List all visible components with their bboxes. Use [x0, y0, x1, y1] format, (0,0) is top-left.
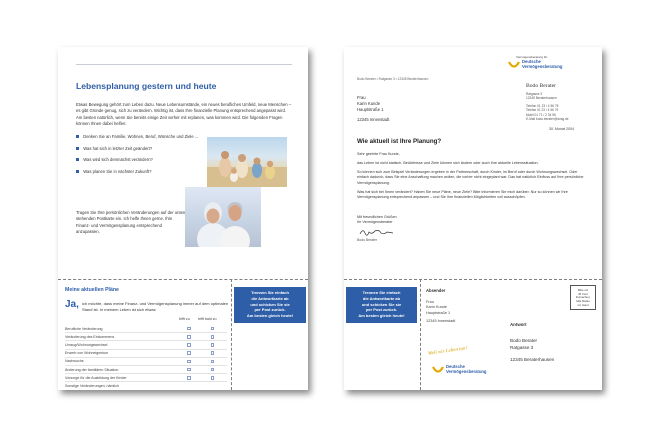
change-checklist	[65, 325, 227, 390]
signature-name: Bodo Berater	[357, 238, 377, 242]
checkbox[interactable]	[187, 351, 191, 355]
letter-closing: Mit freundlichen Grüßen Ihr Vermögensberater	[357, 215, 397, 225]
list-item: Was hat sich in letzter Zeit geändert?	[76, 146, 201, 152]
checkbox[interactable]	[187, 368, 191, 372]
dvag-logo-icon	[508, 60, 520, 70]
family-photo-icon	[207, 137, 287, 187]
table-row: Sonstige Veränderungen, nämlich	[65, 382, 227, 390]
antwort-label: Antwort	[510, 322, 527, 327]
question-list	[76, 134, 201, 180]
perforation-line-vertical	[420, 279, 421, 390]
checkbox[interactable]	[187, 327, 191, 331]
page-title: Lebensplanung gestern und heute	[76, 81, 217, 91]
top-rule	[76, 64, 292, 65]
absender-label: Absender	[426, 288, 446, 293]
flyer-page	[58, 47, 308, 390]
checkbox[interactable]	[211, 327, 215, 331]
checkbox[interactable]	[187, 343, 191, 347]
letter-page	[344, 47, 602, 390]
checkbox[interactable]	[211, 351, 215, 355]
checkbox[interactable]	[211, 360, 215, 364]
brand-logo-bottom: Deutsche Vermögensberatung	[432, 365, 487, 375]
checkbox[interactable]	[187, 360, 191, 364]
list-item: Was planen Sie in nächster Zukunft?	[76, 169, 201, 175]
brand-slogan: Weil wir Leben tun!	[427, 346, 468, 357]
checkbox[interactable]	[211, 335, 215, 339]
ja-heading: Ja,	[65, 299, 79, 310]
list-item: Was wird sich demnächst verändern?	[76, 157, 201, 163]
bullet-icon	[76, 158, 79, 161]
tear-off-instruction-box: Trennen Sie einfach die Antwortkarte ab und schicken Sie sie per Post zurück. Am besten gleich heute!	[234, 287, 306, 323]
card-section-title: Meine aktuellen Pläne	[65, 287, 119, 293]
family-beach-photo	[207, 137, 287, 187]
couple-photo-icon	[185, 187, 261, 247]
brand-logo: Deutsche Vermögensberatung	[508, 60, 563, 70]
antwort-address: Bodo Berater Ratgasse 3	[510, 338, 538, 350]
brand-topline: Vermögensberatung für	[516, 55, 548, 59]
sender-return-line: Bodo Berater • Ratgasse 3 • 12345 Beraterhausen	[357, 77, 429, 81]
table-row: Erwerb von Wohneigentum	[65, 350, 227, 358]
antwort-city: 12345 Beraterhausen	[510, 357, 555, 362]
table-row: Umzug/Wohnungswechsel	[65, 341, 227, 349]
perforation-line	[58, 279, 308, 280]
table-row: Vorsorge für die Ausbildung der Kinder	[65, 374, 227, 382]
closing-paragraph: Tragen Sie Ihre persönlichen Veränderungen auf der unten stehenden Postkarte ein. Ich helfe Ihnen gerne, Ihre Finanz- und Vermögensplanung entsprechend anzupassen.	[76, 210, 186, 234]
ja-statement: ich möchte, dass meine Finanz- und Vermögensplanung immer auf dem optimalen Stand ist. In meinem Leben ist sich etwas	[82, 301, 229, 312]
bullet-icon	[76, 147, 79, 150]
table-row: Berufliche Veränderung	[65, 325, 227, 333]
perforation-line-vertical	[231, 279, 232, 390]
list-item: Denken Sie an Familie, Wohnen, Beruf, Wünsche und Ziele ...	[76, 134, 201, 140]
column-header-soon: trifft bald zu	[198, 317, 217, 321]
advisor-contact: Ratgasse 3 12345 Beraterhausen Telefon 01 23 / 4 56 78 Telefax 01 23 / 4 56 79 Mobil 01 71 / 2 34 56 E-Mail bodo.berater@dvag.de	[526, 92, 569, 122]
tear-off-instruction-box: Trennen Sie einfach die Antwortkarte ab und schicken Sie sie per Post zurück. Am besten gleich heute!	[346, 287, 417, 323]
intro-paragraph: Etwas Bewegung gehört zum Leben dazu. Neue Lebensumstände, ein neues berufliches Umfeld, neue Menschen – es gibt Gründe genug, sich zu verändern. Wichtig ist, dass Ihre finanzielle Planung entsprechend angepasst wird. Am besten natürlich, wenn Sie bereits einige Zeit vorher mit erplanen, was kommen wird. Die folgenden Fragen können Ihnen dabei helfen:	[76, 102, 292, 126]
advisor-name: Bodo Berater	[526, 83, 556, 89]
table-row: Änderung der familiären Situation	[65, 366, 227, 374]
signature-icon	[359, 227, 395, 237]
stamp-box: Bitte mit 45 Cent freimachen, falls Marke zur Hand	[570, 285, 596, 310]
checkbox[interactable]	[187, 376, 191, 380]
bullet-icon	[76, 135, 79, 138]
letter-date: 30. Monat 2004	[549, 127, 574, 131]
letter-subject: Wie aktuell ist Ihre Planung?	[357, 138, 442, 145]
dvag-logo-icon	[432, 365, 444, 375]
table-row: Veränderung des Einkommens	[65, 333, 227, 341]
letter-body: Sehr geehrte Frau Kunde, das Leben ist nicht statisch. Bedürfnisse und Ziele können sich ändern oder auch Ihre aktuelle Lebenssituation. So können sich zum Beispiel Veränderungen ergeben in der Partnerschaft, durch Kinder, im Beruf oder durch Wohnungswechsel. Oder einfach dadurch, dass Sie eine Anschaffung machen wollen, die vorher nicht eingeplant war. Das hat natürlich Einfluss auf Ihre persönliche Vermögensplanung. Was hat sich bei Ihnen verändert? Haben Sie neue Pläne, neue Ziele? Bitte informieren Sie mich darüber. Nur so können wir Ihre Vermögensplanung entsprechend anpassen – und Sie Ihre finanziellen Möglichkeiten voll ausschöpfen.	[357, 152, 584, 199]
senior-couple-photo	[185, 187, 261, 247]
checkbox[interactable]	[211, 376, 215, 380]
table-row: Nachwuchs	[65, 358, 227, 366]
absender-city: 12345 Innenstadt	[426, 319, 456, 323]
recipient-address: Frau Karin Kunde Hauptstraße 1 12345 Innenstadt	[357, 95, 390, 123]
column-header-now: trifft zu	[179, 317, 190, 321]
checkbox[interactable]	[211, 343, 215, 347]
perforation-line	[344, 279, 602, 280]
checkbox[interactable]	[187, 335, 191, 339]
bullet-icon	[76, 170, 79, 173]
absender-address: Frau Karin Kunde Hauptstraße 1	[426, 300, 451, 315]
checkbox[interactable]	[211, 368, 215, 372]
